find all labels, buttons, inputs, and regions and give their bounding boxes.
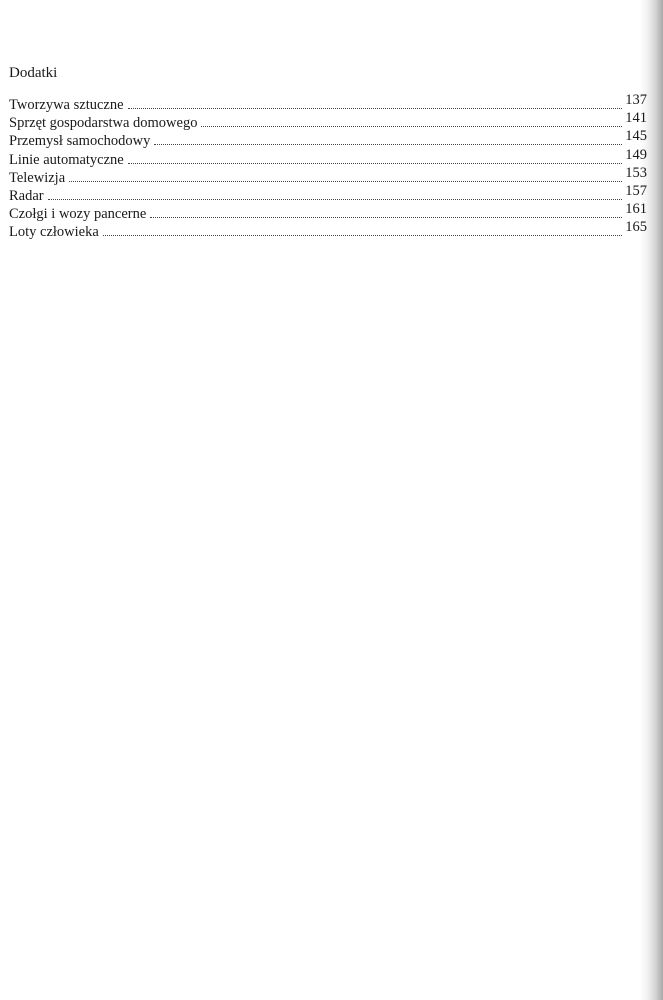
toc-entry-title: Linie automatyczne [9,151,124,168]
toc-page-number: 141 [625,110,647,127]
toc-entry-radar [9,182,647,205]
toc-dot-leader [103,234,622,236]
toc-entry-title: Loty człowieka [9,224,99,241]
toc-entry-title: Radar [9,187,44,204]
toc-entry-title: Przemysł samochodowy [9,133,151,150]
toc-dot-leader [128,162,623,164]
toc-page-number: 149 [625,146,647,163]
toc-page-number: 153 [625,164,647,181]
toc-entry-linie-automatyczne [9,146,647,169]
toc-page-number: 161 [625,201,647,218]
toc-dot-leader [201,125,622,127]
toc-entry-tworzywa-sztuczne [9,92,647,114]
table-of-contents [9,92,647,242]
toc-entry-title: Sprzęt gospodarstwa domowego [9,115,198,132]
toc-entry-loty-czlowieka [9,219,647,241]
toc-dot-leader [69,180,622,182]
toc-entry-title: Tworzywa sztuczne [9,97,124,113]
toc-page-number: 165 [625,219,647,236]
toc-entry-przemysl-samochodowy [9,128,647,150]
section-title: Dodatki [9,65,58,81]
toc-dot-leader [48,198,623,200]
toc-entry-telewizja [9,164,647,187]
toc-entry-czolgi-i-wozy-pancerne [9,201,647,223]
toc-dot-leader [154,143,622,145]
toc-dot-leader [128,107,623,109]
toc-entry-sprzet-gospodarstwa-domowego [9,110,647,132]
toc-dot-leader [150,216,622,218]
toc-page-number: 145 [625,128,647,145]
toc-entry-title: Telewizja [9,169,66,186]
toc-entry-title: Czołgi i wozy pancerne [9,206,147,223]
toc-page-number: 137 [625,92,647,108]
toc-page-number: 157 [625,182,647,199]
